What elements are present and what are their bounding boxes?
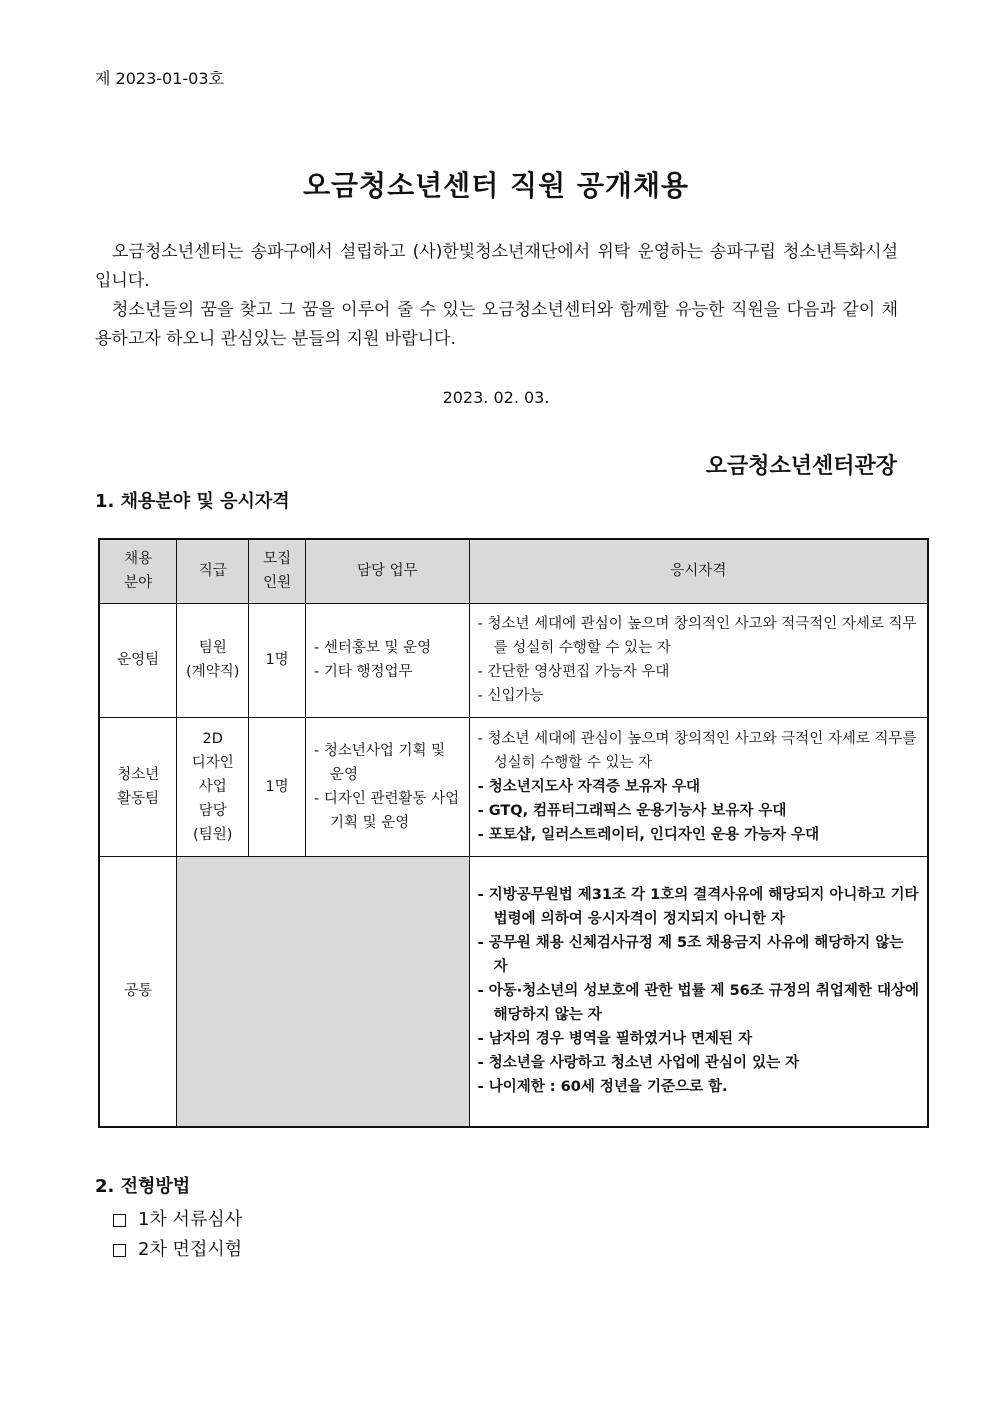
header-count bbox=[249, 539, 306, 603]
list-item bbox=[113, 1205, 242, 1235]
grade-line: 디자인 bbox=[191, 754, 234, 771]
header-field-line: 분야 bbox=[124, 575, 153, 592]
qualification-item: - 청소년 세대에 관심이 높으며 창의적인 사고와 극적인 자세로 직무를 성실히 수행할 수 있는 자 bbox=[478, 727, 921, 775]
page-title: 오금청소년센터 직원 공개채용 bbox=[302, 169, 690, 202]
table-header-row bbox=[99, 539, 928, 603]
intro-paragraph: 청소년들의 꿈을 찾고 그 꿈을 이루어 줄 수 있는 오금청소년센터와 함께할 유능한 직원을 다음과 같이 채용하고자 하오니 관심있는 분들의 지원 바랍니다. bbox=[95, 300, 898, 349]
cell-duties bbox=[306, 603, 470, 717]
qualification-item: - 청소년지도사 자격증 보유자 우대 bbox=[478, 775, 921, 799]
grade-line: (팀원) bbox=[193, 826, 233, 843]
table-row bbox=[99, 856, 928, 1127]
table-row bbox=[99, 717, 928, 856]
cell-field: 공통 bbox=[99, 856, 177, 1127]
intro-text bbox=[95, 238, 898, 354]
table-row bbox=[99, 603, 928, 717]
grade-line: 사업 bbox=[198, 778, 227, 795]
cell-shaded-empty bbox=[177, 856, 469, 1127]
cell-field bbox=[99, 717, 177, 856]
document-number: 제 2023-01-03호 bbox=[95, 69, 224, 88]
qualification-item: - 청소년을 사랑하고 청소년 사업에 관심이 있는 자 bbox=[478, 1051, 921, 1075]
intro-paragraph: 오금청소년센터는 송파구에서 설립하고 (사)한빛청소년재단에서 위탁 운영하는 송파구립 청소년특화시설입니다. bbox=[95, 242, 898, 291]
qualification-item: - 남자의 경우 병역을 필하였거나 면제된 자 bbox=[478, 1027, 921, 1051]
checkbox-icon bbox=[113, 1244, 126, 1257]
cell-duties bbox=[306, 717, 470, 856]
cell-qualifications bbox=[469, 717, 928, 856]
duty-item: - 센터홍보 및 운영 bbox=[314, 636, 463, 660]
grade-line: 팀원 bbox=[198, 640, 227, 656]
qualification-item: - 포토샵, 일러스트레이터, 인디자인 운용 가능자 우대 bbox=[478, 823, 921, 847]
section-title-selection: 2. 전형방법 bbox=[95, 1176, 191, 1197]
qualification-item: - 지방공무원법 제31조 각 1호의 결격사유에 해당되지 아니하고 기타 법령에 의하여 응시자격이 정지되지 아니한 자 bbox=[478, 883, 921, 931]
field-line: 활동팀 bbox=[117, 790, 160, 807]
qualification-item: - GTQ, 컴퓨터그래픽스 운용기능사 보유자 우대 bbox=[478, 799, 921, 823]
selection-steps bbox=[113, 1205, 242, 1265]
duty-item: - 청소년사업 기획 및 운영 bbox=[314, 739, 463, 787]
header-grade: 직급 bbox=[177, 539, 249, 603]
duty-item: - 디자인 관련활동 사업 기획 및 운영 bbox=[314, 787, 463, 835]
step-label: 2차 면접시험 bbox=[138, 1239, 243, 1260]
cell-grade bbox=[177, 603, 249, 717]
cell-count: 1명 bbox=[249, 603, 306, 717]
cell-count: 1명 bbox=[249, 717, 306, 856]
step-label: 1차 서류심사 bbox=[138, 1209, 243, 1230]
list-item bbox=[113, 1235, 242, 1265]
cell-qualifications bbox=[469, 603, 928, 717]
grade-line: 2D bbox=[202, 730, 223, 747]
cell-grade bbox=[177, 717, 249, 856]
signer: 오금청소년센터관장 bbox=[705, 454, 897, 479]
qualification-item: - 청소년 세대에 관심이 높으며 창의적인 사고와 적극적인 자세로 직무를 성실히 수행할 수 있는 자 bbox=[478, 612, 921, 660]
qualification-item: - 나이제한 : 60세 정년을 기준으로 함. bbox=[478, 1075, 921, 1099]
cell-field: 운영팀 bbox=[99, 603, 177, 717]
header-count-line: 모집 bbox=[263, 551, 292, 568]
checkbox-icon bbox=[113, 1214, 126, 1227]
header-field-line: 채용 bbox=[124, 551, 153, 568]
header-field bbox=[99, 539, 177, 603]
field-line: 청소년 bbox=[117, 766, 160, 783]
recruitment-table bbox=[98, 538, 929, 1128]
qualification-item: - 아동·청소년의 성보호에 관한 법률 제 56조 규정의 취업제한 대상에 해당하지 않는 자 bbox=[478, 979, 921, 1027]
header-count-line: 인원 bbox=[263, 575, 292, 592]
announcement-date: 2023. 02. 03. bbox=[442, 388, 550, 407]
qualification-item: - 공무원 채용 신체검사규정 제 5조 채용금지 사유에 해당하지 않는 자 bbox=[478, 931, 921, 979]
duty-item: - 기타 행정업무 bbox=[314, 660, 463, 684]
cell-qualifications bbox=[469, 856, 928, 1127]
grade-line: (계약직) bbox=[186, 664, 240, 680]
qualification-item: - 신입가능 bbox=[478, 684, 921, 708]
qualification-item: - 간단한 영상편집 가능자 우대 bbox=[478, 660, 921, 684]
header-duty: 담당 업무 bbox=[306, 539, 470, 603]
grade-line: 담당 bbox=[198, 802, 227, 819]
header-qualification: 응시자격 bbox=[469, 539, 928, 603]
section-title-recruitment: 1. 채용분야 및 응시자격 bbox=[95, 491, 290, 512]
